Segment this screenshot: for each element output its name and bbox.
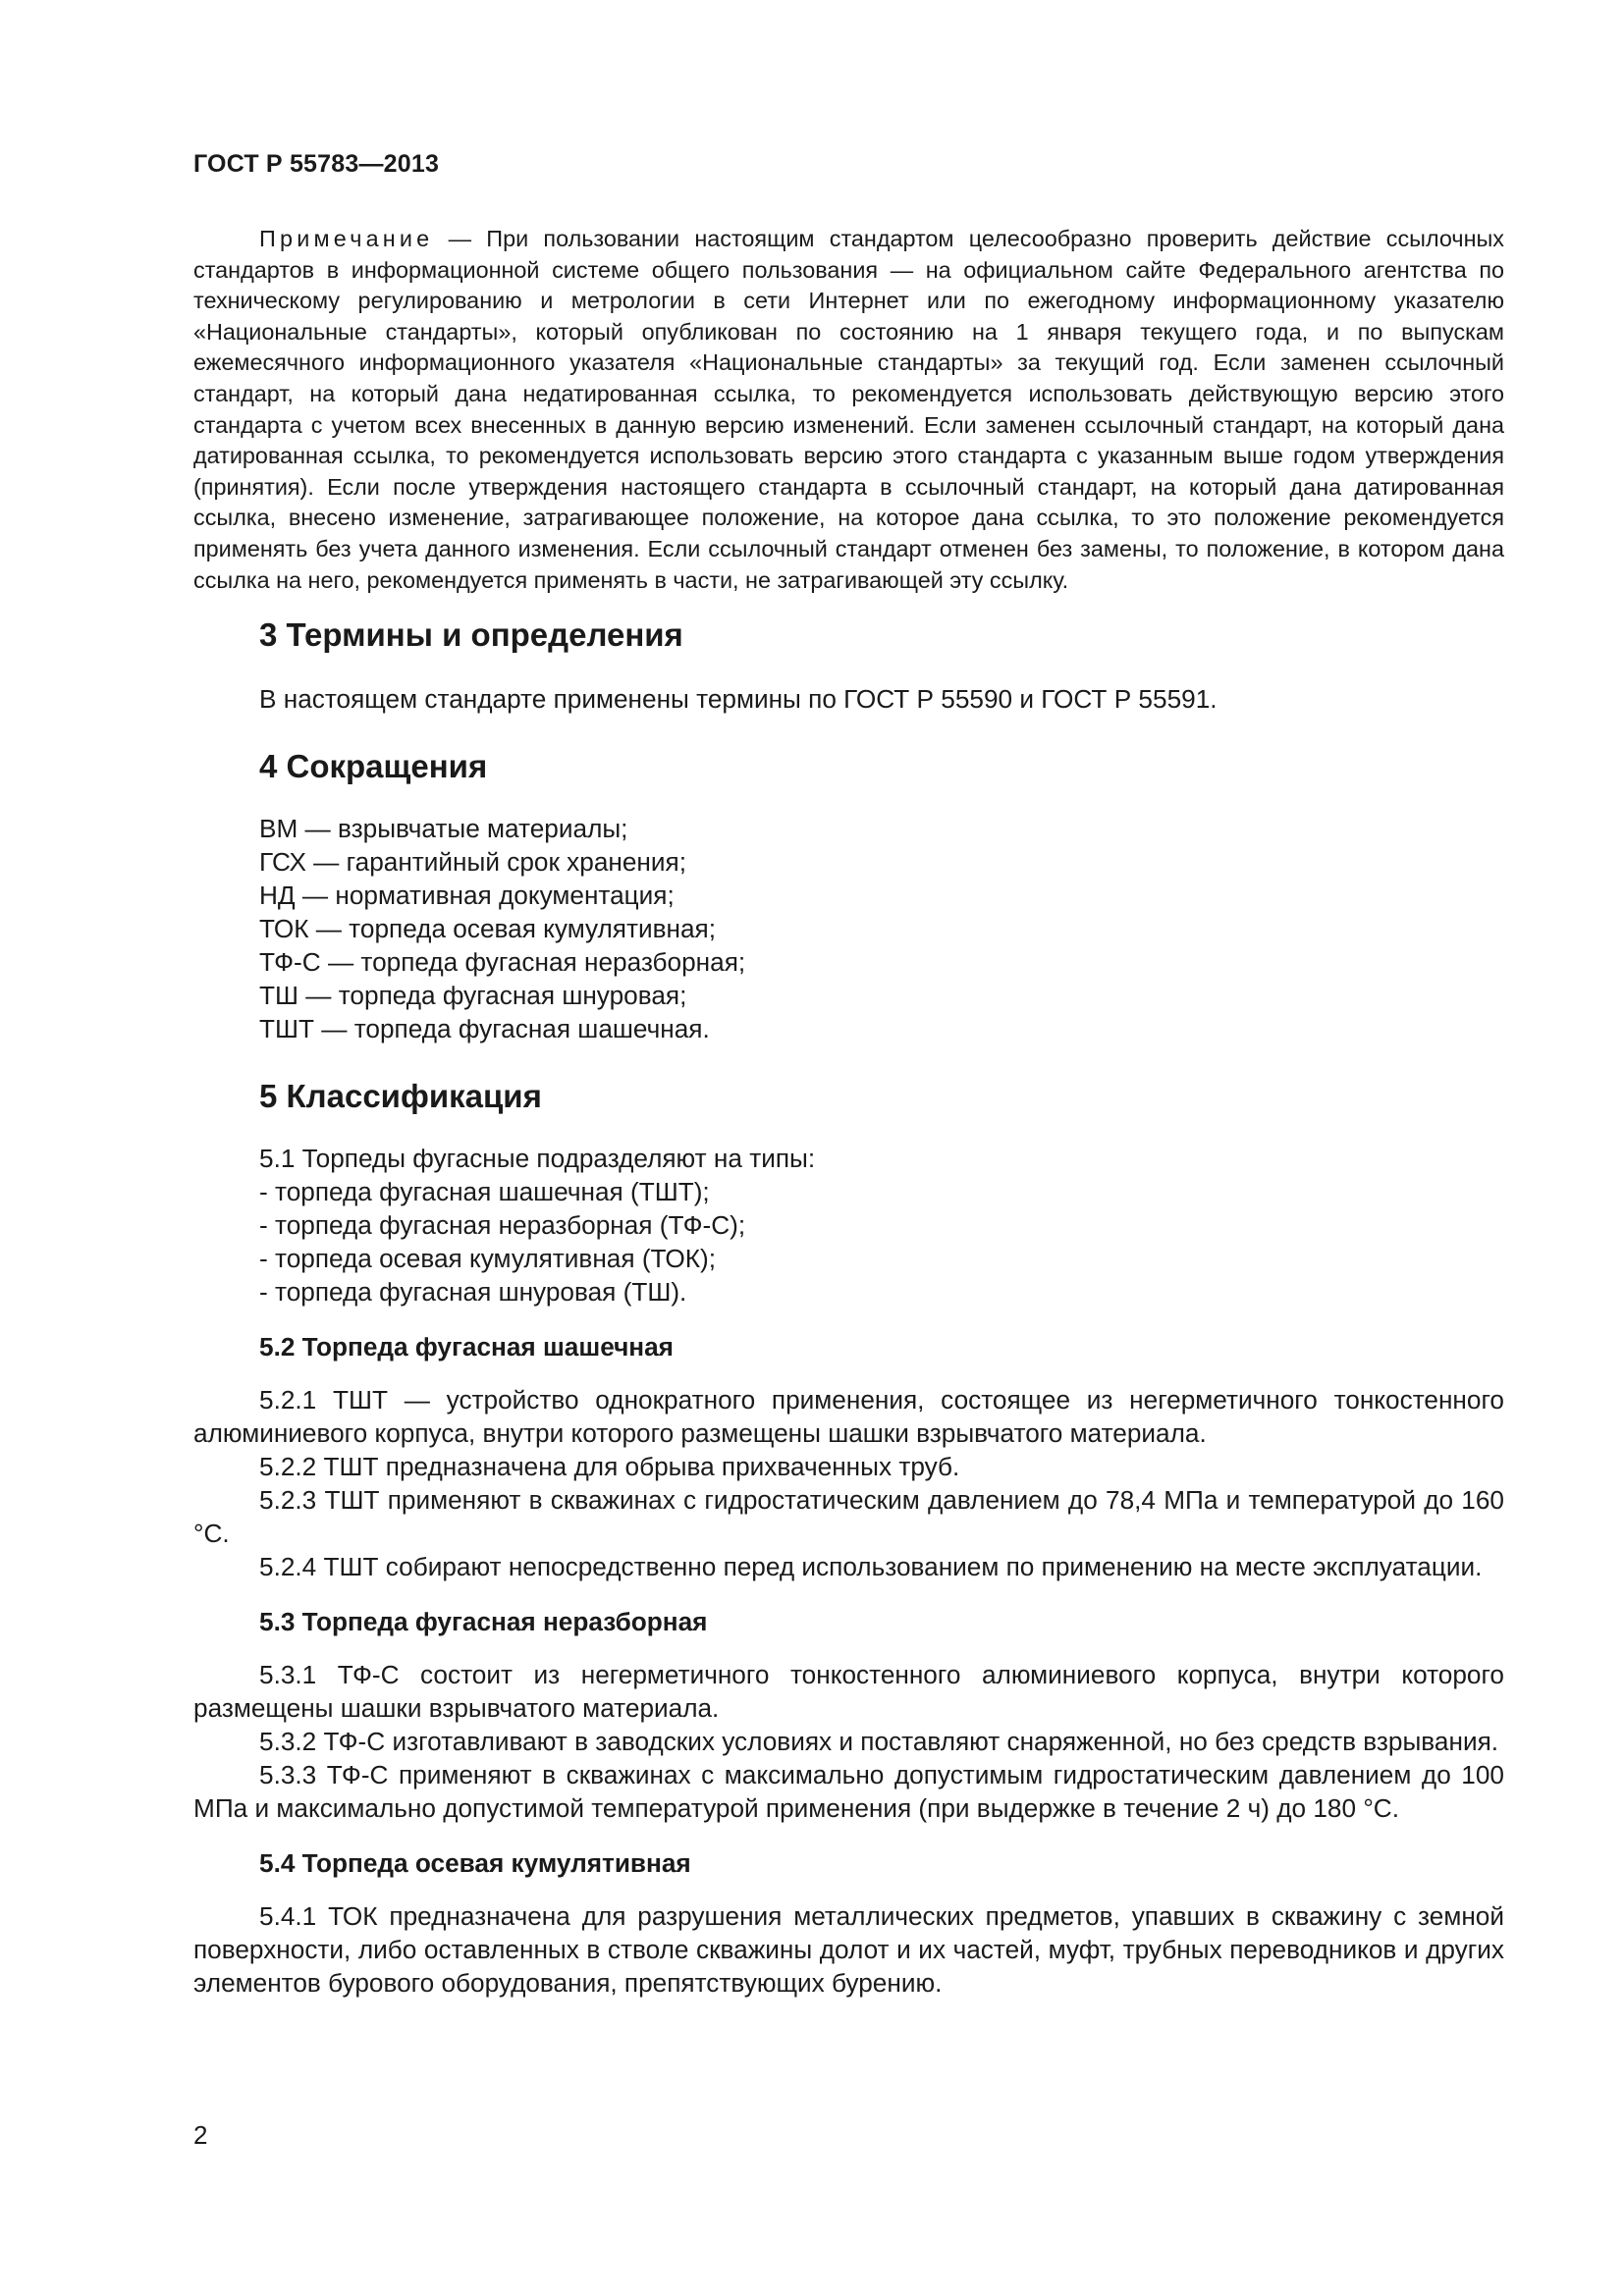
document-header: ГОСТ Р 55783—2013 — [193, 150, 440, 178]
abbreviation-list — [193, 812, 1504, 1045]
clause-5-2-3: 5.2.3 ТШТ применяют в скважинах с гидростатическим давлением до 78,4 МПа и температурой до 160 °С. — [193, 1485, 1504, 1548]
abbreviation-item: ТФ-С — торпеда фугасная неразборная; — [259, 947, 746, 977]
abbreviation-item: НД — нормативная документация; — [259, 881, 675, 910]
torpedo-type-item: - торпеда фугасная шнуровая (ТШ). — [259, 1277, 687, 1307]
reference-note — [193, 224, 1504, 596]
torpedo-type-item: - торпеда осевая кумулятивная (ТОК); — [259, 1244, 716, 1273]
section-4-title: 4 Сокращения — [259, 748, 488, 784]
torpedo-type-item: - торпеда фугасная шашечная (ТШТ); — [259, 1177, 710, 1206]
clause-5-2-4: 5.2.4 ТШТ собирают непосредственно перед использованием по применению на месте эксплуатации. — [259, 1552, 1483, 1581]
clause-5-2-1: 5.2.1 ТШТ — устройство однократного применения, состоящее из негерметичного тонкостенного алюминиевого корпуса, внутри которого размещены шашки взрывчатого материала. — [193, 1385, 1504, 1448]
torpedo-type-list — [193, 1175, 1504, 1308]
section-3-text: В настоящем стандарте применены термины по ГОСТ Р 55590 и ГОСТ Р 55591. — [259, 684, 1218, 714]
page-number: 2 — [193, 2120, 208, 2150]
note-paragraph — [193, 224, 1504, 596]
clause-5-3-3: 5.3.3 ТФ-С применяют в скважинах с максимально допустимым гидростатическим давлением до 100 МПа и максимально допустимой температурой применения (при выдержке в течение 2 ч) до 180 °С. — [193, 1760, 1504, 1823]
abbreviation-item: ГСХ — гарантийный срок хранения; — [259, 847, 686, 877]
note-text: — При пользовании настоящим стандартом целесообразно проверить действие ссылочных стандартов в информационной системе общего пользования — на официальном сайте Федерального агентства по техническому регулированию и метрологии в сети Интернет или по ежегодному информационному указателю «Национальные стандарты», который опубликован по состоянию на 1 января текущего года, и по выпускам ежемесячного информационного указателя «Национальные стандарты» за текущий год. Если заменен ссылочный стандарт, на который дана недатированная ссылка, то рекомендуется использовать действующую версию этого стандарта с учетом всех внесенных в данную версию изменений. Если заменен ссылочный стандарт, на который дана датированная ссылка, то рекомендуется использовать версию этого стандарта с указанным выше годом утверждения (принятия). Если после утверждения настоящего стандарта в ссылочный стандарт, на который дана датированная ссылка, внесено изменение, затрагивающее положение, на которое дана ссылка, то это положение рекомендуется применять без учета данного изменения. Если ссылочный стандарт отменен без замены, то положение, в котором дана ссылка на него, рекомендуется применять в части, не затрагивающей эту ссылку. — [193, 226, 1504, 593]
torpedo-type-item: - торпеда фугасная неразборная (ТФ-С); — [259, 1210, 746, 1240]
clause-5-3-1: 5.3.1 ТФ-С состоит из негерметичного тонкостенного алюминиевого корпуса, внутри которого размещены шашки взрывчатого материала. — [193, 1660, 1504, 1723]
section-3-title: 3 Термины и определения — [259, 616, 683, 653]
subsection-5-4-title: 5.4 Торпеда осевая кумулятивная — [259, 1848, 691, 1878]
abbreviation-item: ВМ — взрывчатые материалы; — [259, 814, 628, 843]
clause-5-3-2: 5.3.2 ТФ-С изготавливают в заводских условиях и поставляют снаряженной, но без средств взрывания. — [259, 1727, 1499, 1756]
subsection-5-3-title: 5.3 Торпеда фугасная неразборная — [259, 1607, 708, 1636]
note-label: Примечание — [259, 226, 434, 251]
subsection-5-2-title: 5.2 Торпеда фугасная шашечная — [259, 1332, 674, 1362]
abbreviation-item: ТШ — торпеда фугасная шнуровая; — [259, 981, 687, 1010]
clause-5-4-1: 5.4.1 ТОК предназначена для разрушения металлических предметов, упавших в скважину с земной поверхности, либо оставленных в стволе скважины долот и их частей, муфт, трубных переводников и других элементов бурового оборудования, препятствующих бурению. — [193, 1901, 1504, 1998]
abbreviation-item: ТОК — торпеда осевая кумулятивная; — [259, 914, 717, 943]
document-body — [193, 615, 1504, 2000]
section-5-title: 5 Классификация — [259, 1078, 542, 1114]
clause-5-2-2: 5.2.2 ТШТ предназначена для обрыва прихваченных труб. — [259, 1452, 960, 1481]
abbreviation-item: ТШТ — торпеда фугасная шашечная. — [259, 1014, 710, 1043]
clause-5-1: 5.1 Торпеды фугасные подразделяют на типы: — [259, 1144, 816, 1173]
